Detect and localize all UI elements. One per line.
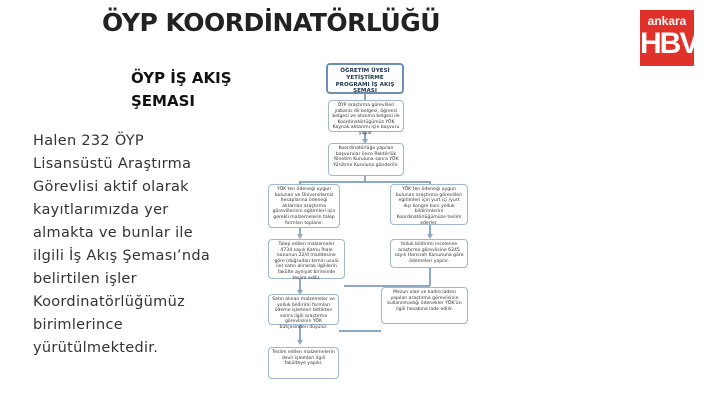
connector-arrow: [297, 340, 303, 345]
logo-top-text: ankara: [647, 14, 687, 28]
ankara-hbv-logo: [640, 10, 698, 66]
connector-line: [429, 268, 431, 286]
subtitle-line-1: ÖYP İŞ AKIŞ: [131, 69, 232, 87]
flow-step-handover: Teslim edilen malzemelerin devir işlemleri ilgili fakülteye yapılır.: [268, 347, 339, 379]
flow-step-travel-payment: Yolluk bildirimi incelenen araştırma görevlisine 6245 sayılı Harcırah Kanununa göre ödemeleri yapılır.: [390, 239, 468, 268]
logo-big-text: HBV: [640, 27, 698, 60]
body-line: Koordinatörlüğümüz: [33, 294, 185, 310]
subtitle-line-2: ŞEMASI: [131, 92, 195, 110]
flow-step-material-request: YÖK’ten ödeneği uygun bulunan ve Üniversitemiz hesaplarına ödeneği aktarılan araştırma görevlilerinin eğitimleri için gerekli malzemelerin talep formları toplanır.: [268, 184, 340, 228]
body-line: belirtilen işler: [33, 271, 137, 287]
flow-step-procurement: Talep edilen malzemeler 4734 sayılı Kamu İhale kanunun 22/d maddesine göre (doğrudan temin usulü ile) satın alınarak ilgililerin fakülte ayniyat biriminde teslim edilir.: [268, 239, 345, 279]
slide-subtitle: [131, 67, 281, 113]
flow-step-fund-return: Mezun olan ve kadro iadesi yapılan araştırma görevlisinin kullanılmadığı ödenekler YÖK’ün ilgili hesabına iade edilir.: [381, 287, 468, 324]
body-line: almakta ve bunlar ile: [33, 225, 193, 241]
body-text: [33, 130, 243, 360]
flow-step-board-approval: Koordinatörlüğe yapılan başvurular önce Rektörlük Yönetim Kuruluna sonra YÖK Yürütme Kuruluna gönderilir.: [328, 143, 404, 176]
slide-title: ÖYP KOORDİNATÖRLÜĞÜ: [102, 8, 441, 37]
flow-step-travel-submission: YÖK’ten ödeneği uygun bulunan araştırma görevlileri eğitimleri için yurt içi /yurt dışı kongre kurs yolluk bildirimlerini Koordinatörlüğümüze teslim ederler.: [390, 184, 468, 225]
flow-step-application: ÖYP araştırma görevlileri yabancı dil belgesi, öğrenci belgesi ve atanma belgesi ile Koordinatörlüğümüz YÖK Kaynak aktarımı için başvuru yapar.: [328, 100, 404, 132]
workflow-diagram: [262, 63, 468, 405]
body-line: Görevlisi aktif olarak: [33, 179, 189, 195]
body-line: Lisansüstü Araştırma: [33, 156, 192, 172]
body-line: birimlerince: [33, 317, 123, 333]
body-line: ilgili İş Akış Şeması’nda: [33, 248, 211, 264]
connector-line: [299, 181, 430, 183]
flow-step-budget-deduction: Satın alınan malzemeler ve yolluk bildirimi formları ödeme işlemleri bittikten sonra ilgili araştırma görevlisinin YÖK bütçesinden düşülür.: [268, 294, 339, 325]
flowchart-header: ÖĞRETİM ÜYESİ YETİŞTİRME PROGRAMI İŞ AKIŞ ŞEMASI: [326, 63, 404, 94]
body-line: yürütülmektedir.: [33, 340, 159, 356]
body-line: Halen 232 ÖYP: [33, 133, 144, 149]
connector-line: [339, 330, 381, 332]
body-line: kayıtlarımızda yer: [33, 202, 169, 218]
